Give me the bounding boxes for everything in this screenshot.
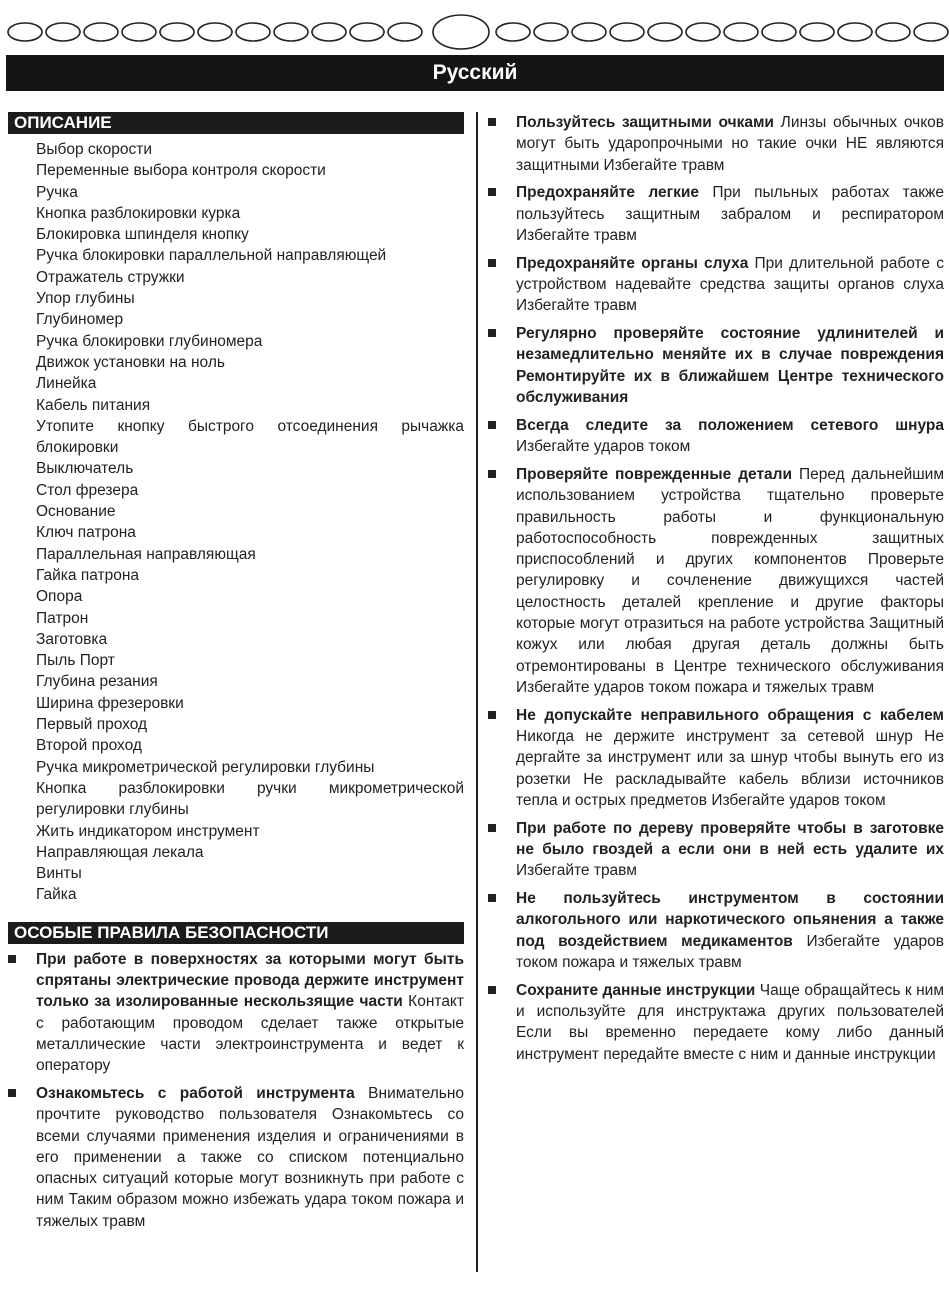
rule-text: Избегайте ударов током bbox=[516, 438, 691, 456]
description-item: Глубина резания bbox=[36, 673, 158, 691]
rule-title: Не пользуйтесь инструментом в состоянии алкогольного или наркотического опьянения а также под воздействием медикаментов bbox=[516, 890, 944, 950]
description-item: Стол фрезера bbox=[36, 481, 139, 499]
description-item: Гайка патрона bbox=[36, 566, 140, 584]
oval-tab bbox=[388, 23, 422, 41]
rule-title: Пользуйтесь защитными очками bbox=[516, 114, 774, 131]
column-divider bbox=[476, 112, 478, 1272]
rule-title: Предохраняйте легкие bbox=[516, 184, 699, 202]
oval-tab bbox=[122, 23, 156, 41]
description-item: Упор глубины bbox=[36, 290, 135, 308]
rule-text: При длительной работе с устройством надевайте средства защиты органов слуха Избегайте травм bbox=[516, 254, 945, 315]
safety-rule bbox=[488, 112, 944, 176]
language-title: Русский bbox=[432, 61, 518, 84]
rule-text: При пыльных работах также пользуйтесь защитным забралом и респиратором Избегайте травм bbox=[516, 184, 944, 244]
square-bullet-icon bbox=[488, 259, 496, 267]
right-column bbox=[488, 112, 944, 1071]
square-bullet-icon bbox=[488, 118, 496, 126]
rule-title: Проверяйте поврежденные детали bbox=[516, 465, 793, 483]
rule-text: Контакт с работающим проводом сделает также открытые металлические части электроинструмента и ведет к оператору bbox=[36, 993, 464, 1075]
safety-rule bbox=[488, 415, 944, 458]
description-item: Линейка bbox=[36, 375, 97, 393]
rule-text: Чаще обращайтесь к ним и используйте для инструктажа других пользователей Если вы временно передаете кому либо данный инструмент передайте вместе с ним и данные инструкции bbox=[516, 981, 944, 1063]
description-item: Гайка bbox=[36, 886, 77, 904]
oval-tab bbox=[350, 23, 384, 41]
rule-text: Линзы обычных очков могут быть ударопрочными но такие очки НЕ являются защитными Избегайте травм bbox=[516, 114, 944, 174]
rule-title: При работе по дереву проверяйте чтобы в заготовке не было гвоздей а если они в ней есть удалите их bbox=[516, 819, 944, 858]
oval-tab bbox=[838, 23, 872, 41]
description-item: Глубиномер bbox=[36, 311, 124, 329]
rule-title: Сохраните данные инструкции bbox=[516, 981, 756, 999]
rule-title: При работе в поверхностях за которыми могут быть спрятаны электрические провода держите инструмент только за изолированные нескользящие части bbox=[36, 950, 464, 1011]
square-bullet-icon bbox=[8, 1089, 16, 1097]
description-item: Утопите кнопку быстрого отсоединения рычажка блокировки bbox=[36, 417, 464, 457]
description-item: Пыль Порт bbox=[36, 652, 115, 670]
left-column bbox=[8, 112, 464, 1239]
description-item: Кнопка разблокировки ручки микрометрической регулировки глубины bbox=[36, 779, 464, 819]
safety-rule bbox=[488, 818, 944, 882]
rule-title: Не допускайте неправильного обращения с кабелем bbox=[516, 706, 944, 724]
safety-rule bbox=[488, 253, 944, 317]
rule-title: Предохраняйте органы слуха bbox=[516, 254, 749, 272]
rule-text: Никогда не держите инструмент за сетевой шнур Не дергайте за инструмент или за шнур чтобы вынуть его из розетки Не раскладывайте кабель вблизи источников тепла и острых предметов Избегайте ударов током bbox=[516, 728, 944, 809]
square-bullet-icon bbox=[488, 824, 496, 832]
oval-tab bbox=[160, 23, 194, 41]
oval-tab bbox=[198, 23, 232, 41]
safety-rule bbox=[488, 888, 944, 973]
oval-tab bbox=[572, 23, 606, 41]
description-item: Отражатель стружки bbox=[36, 268, 185, 286]
oval-tab bbox=[914, 23, 948, 41]
oval-tab bbox=[433, 15, 489, 49]
description-item: Блокировка шпинделя кнопку bbox=[36, 226, 249, 244]
description-item: Ручка блокировки параллельной направляющей bbox=[36, 247, 387, 265]
safety-rules-right bbox=[488, 112, 944, 1065]
oval-tab bbox=[724, 23, 758, 41]
oval-tab bbox=[46, 23, 80, 41]
description-item: Основание bbox=[36, 503, 116, 521]
safety-rule bbox=[8, 1083, 464, 1232]
language-header bbox=[6, 55, 944, 91]
oval-tab bbox=[800, 23, 834, 41]
safety-rule bbox=[8, 949, 464, 1077]
oval-tab bbox=[610, 23, 644, 41]
oval-tab bbox=[236, 23, 270, 41]
oval-tab bbox=[8, 23, 42, 41]
description-item: Патрон bbox=[36, 609, 89, 627]
oval-tab bbox=[762, 23, 796, 41]
square-bullet-icon bbox=[488, 711, 496, 719]
oval-tab bbox=[274, 23, 308, 41]
language-tab-ovals bbox=[0, 12, 950, 52]
description-item: Выключатель bbox=[36, 460, 134, 478]
description-item: Переменные выбора контроля скорости bbox=[36, 162, 326, 180]
safety-rule bbox=[488, 182, 944, 246]
safety-rule bbox=[488, 980, 944, 1065]
rule-text: Внимательно прочтите руководство пользователя Ознакомьтесь со всеми случаями применения изделия и ограничениями в его применении а также со списком потенциально опасных ситуаций которые могут возникнуть при работе с ним Таким образом можно избежать удара током пожара и тяжелых травм bbox=[36, 1084, 464, 1230]
description-item: Ручка bbox=[36, 183, 78, 201]
description-heading: ОПИСАНИЕ bbox=[8, 112, 464, 134]
description-item: Кнопка разблокировки курка bbox=[36, 204, 241, 222]
description-item: Заготовка bbox=[36, 630, 108, 648]
description-item: Движок установки на ноль bbox=[36, 353, 225, 371]
safety-rules-left bbox=[8, 949, 464, 1232]
rule-title: Ознакомьтесь с работой инструмента bbox=[36, 1084, 355, 1102]
oval-tab bbox=[648, 23, 682, 41]
safety-heading: ОСОБЫЕ ПРАВИЛА БЕЗОПАСНОСТИ bbox=[8, 922, 464, 944]
description-item: Ширина фрезеровки bbox=[36, 694, 184, 712]
square-bullet-icon bbox=[488, 894, 496, 902]
description-item: Винты bbox=[36, 865, 82, 883]
description-item: Ручка микрометрической регулировки глубины bbox=[36, 758, 375, 776]
description-item: Ключ патрона bbox=[36, 524, 136, 542]
rule-text: Избегайте травм bbox=[516, 862, 637, 880]
rule-text: Избегайте ударов током пожара и тяжелых травм bbox=[516, 932, 944, 971]
oval-tab bbox=[876, 23, 910, 41]
description-item: Второй проход bbox=[36, 737, 142, 755]
description-item: Выбор скорости bbox=[36, 141, 152, 158]
oval-tab bbox=[496, 23, 530, 41]
oval-tab bbox=[312, 23, 346, 41]
rule-title: Всегда следите за положением сетевого шнура bbox=[516, 416, 944, 434]
square-bullet-icon bbox=[488, 329, 496, 337]
description-item: Параллельная направляющая bbox=[36, 545, 256, 563]
square-bullet-icon bbox=[488, 421, 496, 429]
safety-rule bbox=[488, 323, 944, 408]
square-bullet-icon bbox=[488, 986, 496, 994]
oval-tab bbox=[84, 23, 118, 41]
oval-tab bbox=[534, 23, 568, 41]
rule-title: Регулярно проверяйте состояние удлинителей и незамедлительно меняйте их в случае повреждения Ремонтируйте их в ближайшем Центре технического обслуживания bbox=[516, 325, 944, 407]
square-bullet-icon bbox=[8, 955, 16, 963]
description-item: Направляющая лекала bbox=[36, 843, 204, 861]
description-item: Кабель питания bbox=[36, 396, 151, 414]
description-item: Опора bbox=[36, 588, 83, 606]
rule-text: Перед дальнейшим использованием устройства тщательно проверьте правильность работы и функциональную работоспособность поврежденных защитных приспособлений и других компонентов Проверьте регулировку и сочленение движущихся частей целостность деталей крепление и другие факторы которые могут отразиться на работе устройства Защитный кожух или любая другая деталь должны быть отремонтированы в Центре технического обслуживания Избегайте ударов током пожара и тяжелых травм bbox=[516, 465, 944, 696]
safety-rule bbox=[488, 705, 944, 811]
description-item: Жить индикатором инструмент bbox=[36, 822, 260, 840]
description-item: Ручка блокировки глубиномера bbox=[36, 332, 263, 350]
square-bullet-icon bbox=[488, 470, 496, 478]
description-list bbox=[8, 139, 464, 906]
safety-rule bbox=[488, 464, 944, 698]
description-item: Первый проход bbox=[36, 716, 148, 734]
oval-tab bbox=[686, 23, 720, 41]
square-bullet-icon bbox=[488, 188, 496, 196]
